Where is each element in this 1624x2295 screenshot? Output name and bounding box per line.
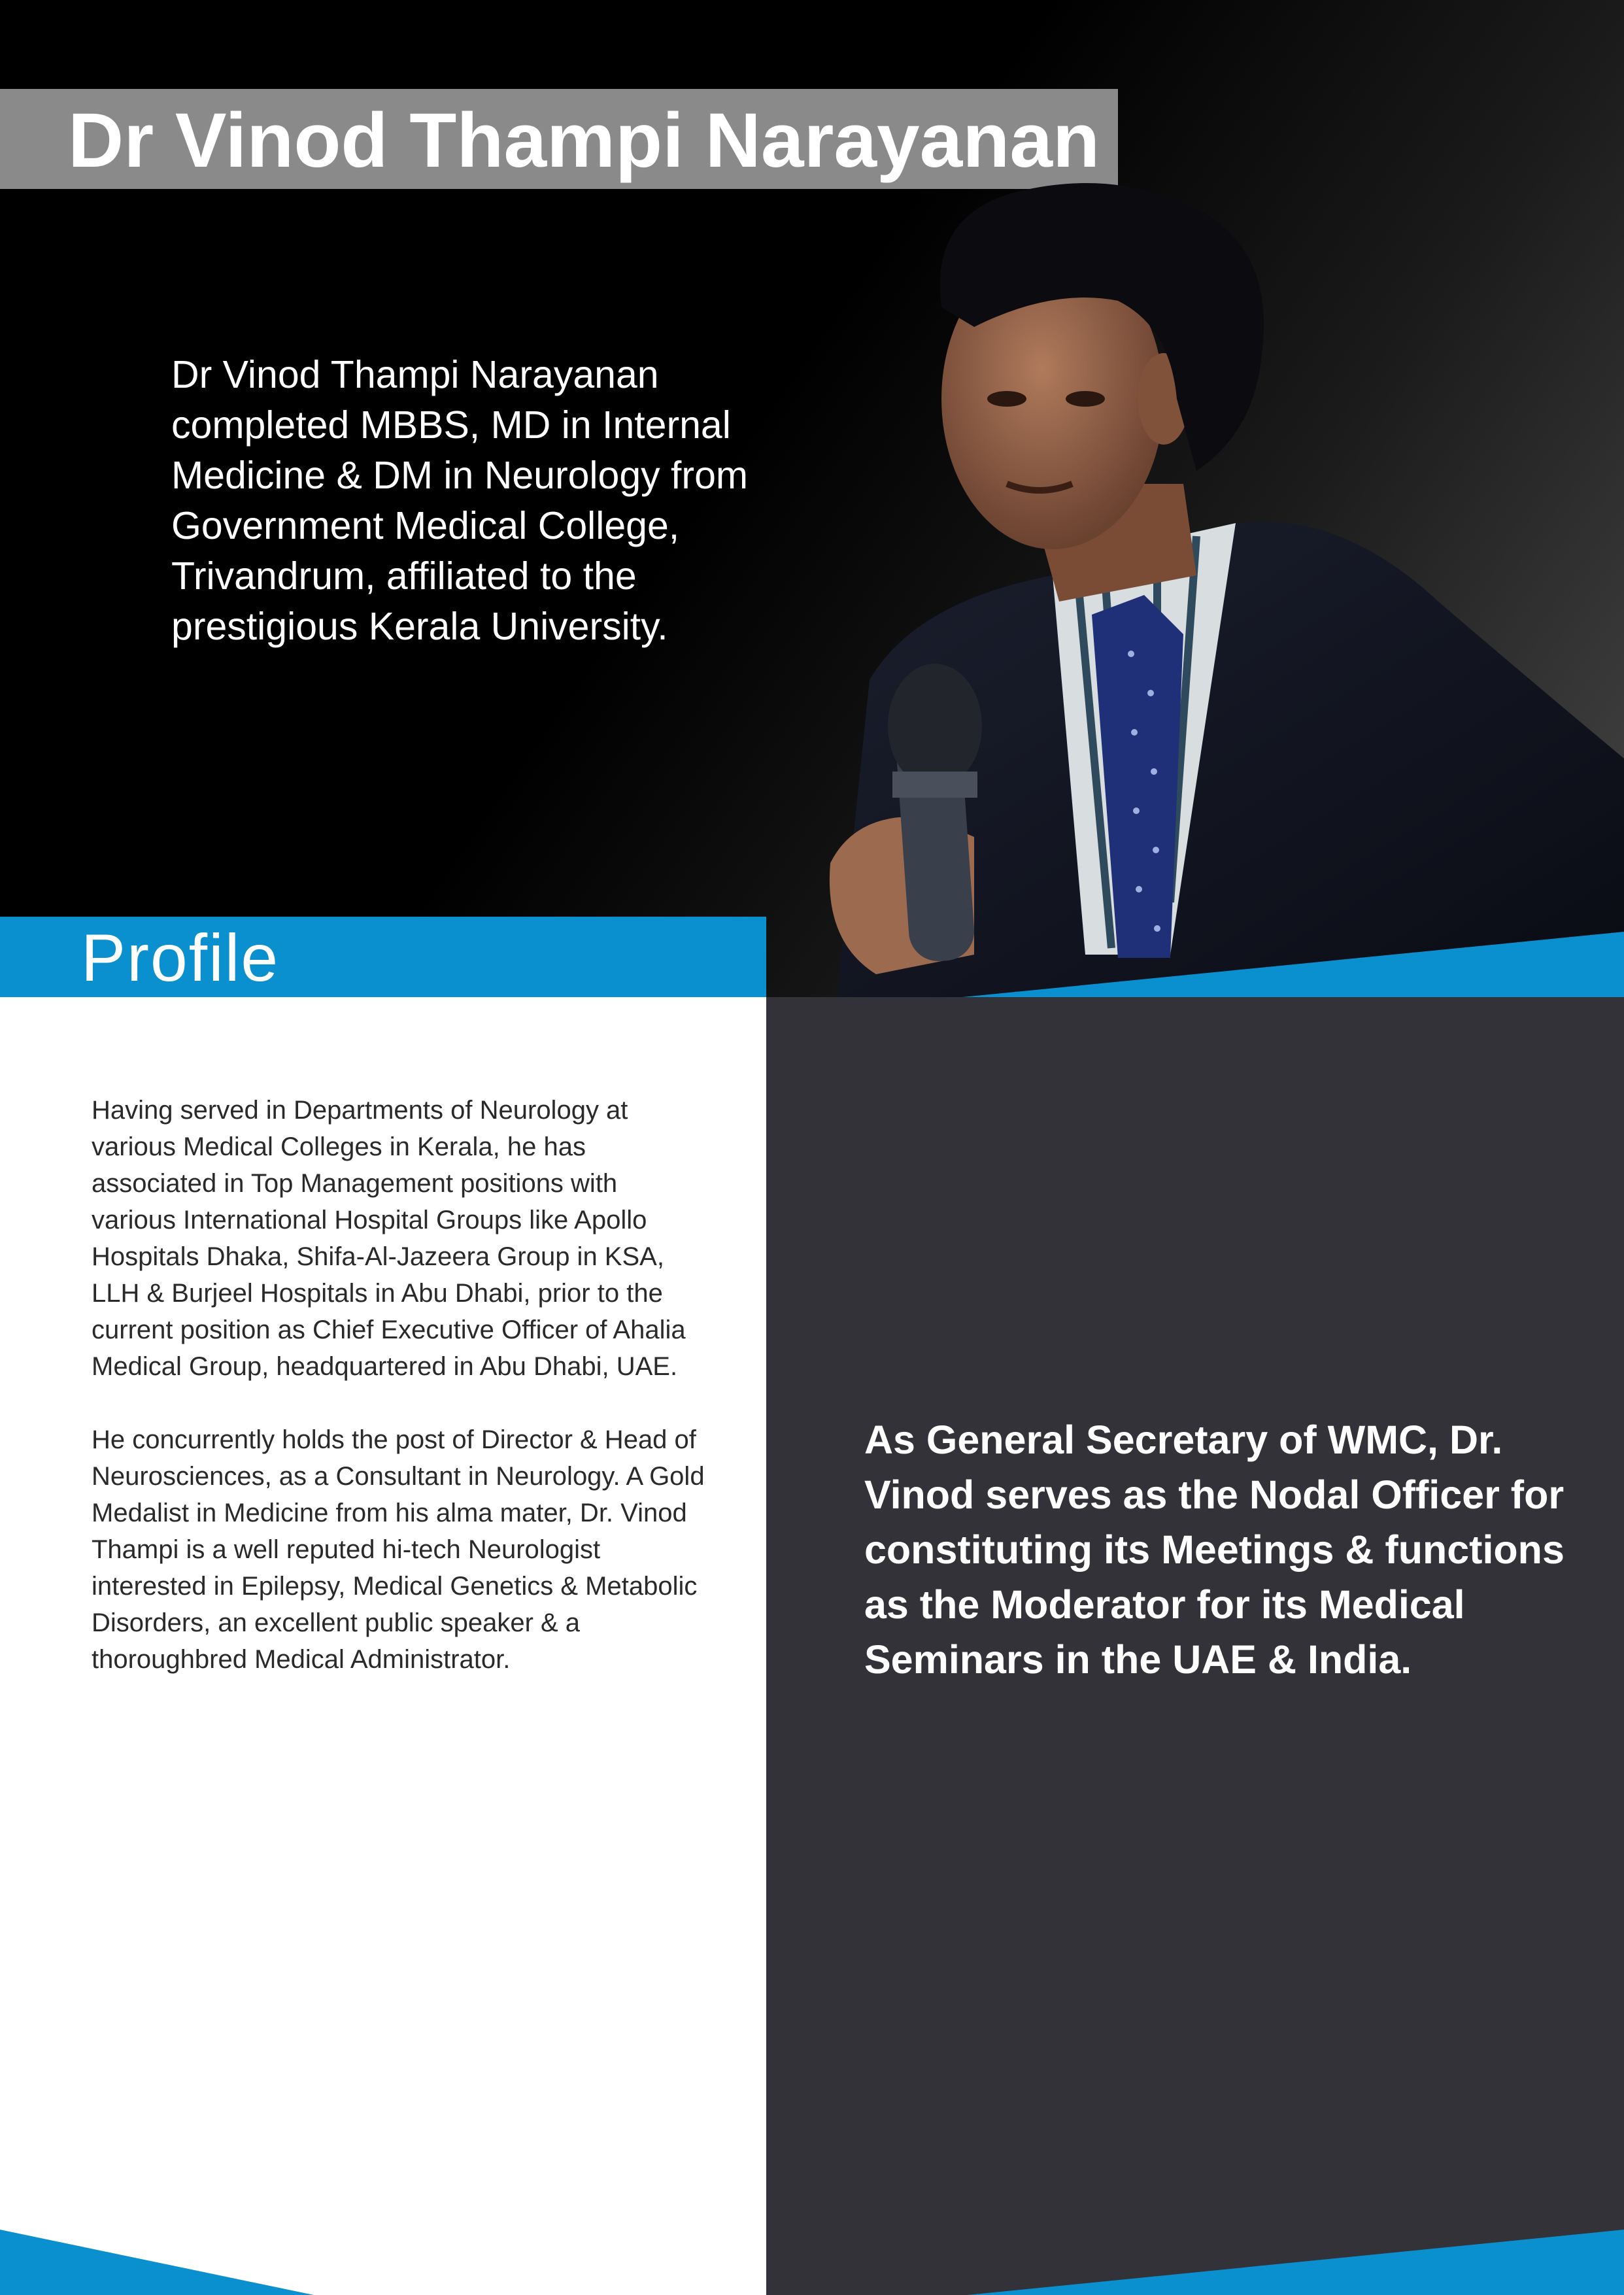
profile-heading: Profile: [81, 921, 280, 995]
header-accent-stripe: [766, 928, 1624, 997]
profile-body: [92, 1092, 706, 1714]
wmc-role-callout: As General Secretary of WMC, Dr. Vinod serves as the Nodal Officer for constituting its Meetings & functions as the Moderator for its Medical Seminars in the UAE & India.: [864, 1418, 1565, 1682]
intro-text: Dr Vinod Thampi Narayanan completed MBBS, MD in Internal Medicine & DM in Neurology from Government Medical College, Trivandrum, affiliated to the prestigious Kerala University.: [171, 353, 749, 648]
doctor-portrait-photo: [778, 183, 1624, 997]
profile-paragraph-career: Having served in Departments of Neurology at various Medical Colleges in Kerala, he has associated in Top Management positions with various International Hospital Groups like Apollo Hospitals Dhaka, Shifa-Al-Jazeera Group in KSA, LLH & Burjeel Hospitals in Abu Dhabi, prior to the current position as Chief Executive Officer of Ahalia Medical Group, headquartered in Abu Dhabi, UAE.: [92, 1096, 686, 1381]
profile-paragraph-expertise: He concurrently holds the post of Director & Head of Neurosciences, as a Consultant in Neurology. A Gold Medalist in Medicine from his alma mater, Dr. Vinod Thampi is a well reputed hi-tech Neurologist interested in Epilepsy, Medical Genetics & Metabolic Disorders, an excellent public speaker & a thoroughbred Medical Administrator.: [92, 1425, 705, 1674]
footer-accent: [0, 2210, 1624, 2295]
doctor-name: Dr Vinod Thampi Narayanan: [68, 97, 1100, 184]
